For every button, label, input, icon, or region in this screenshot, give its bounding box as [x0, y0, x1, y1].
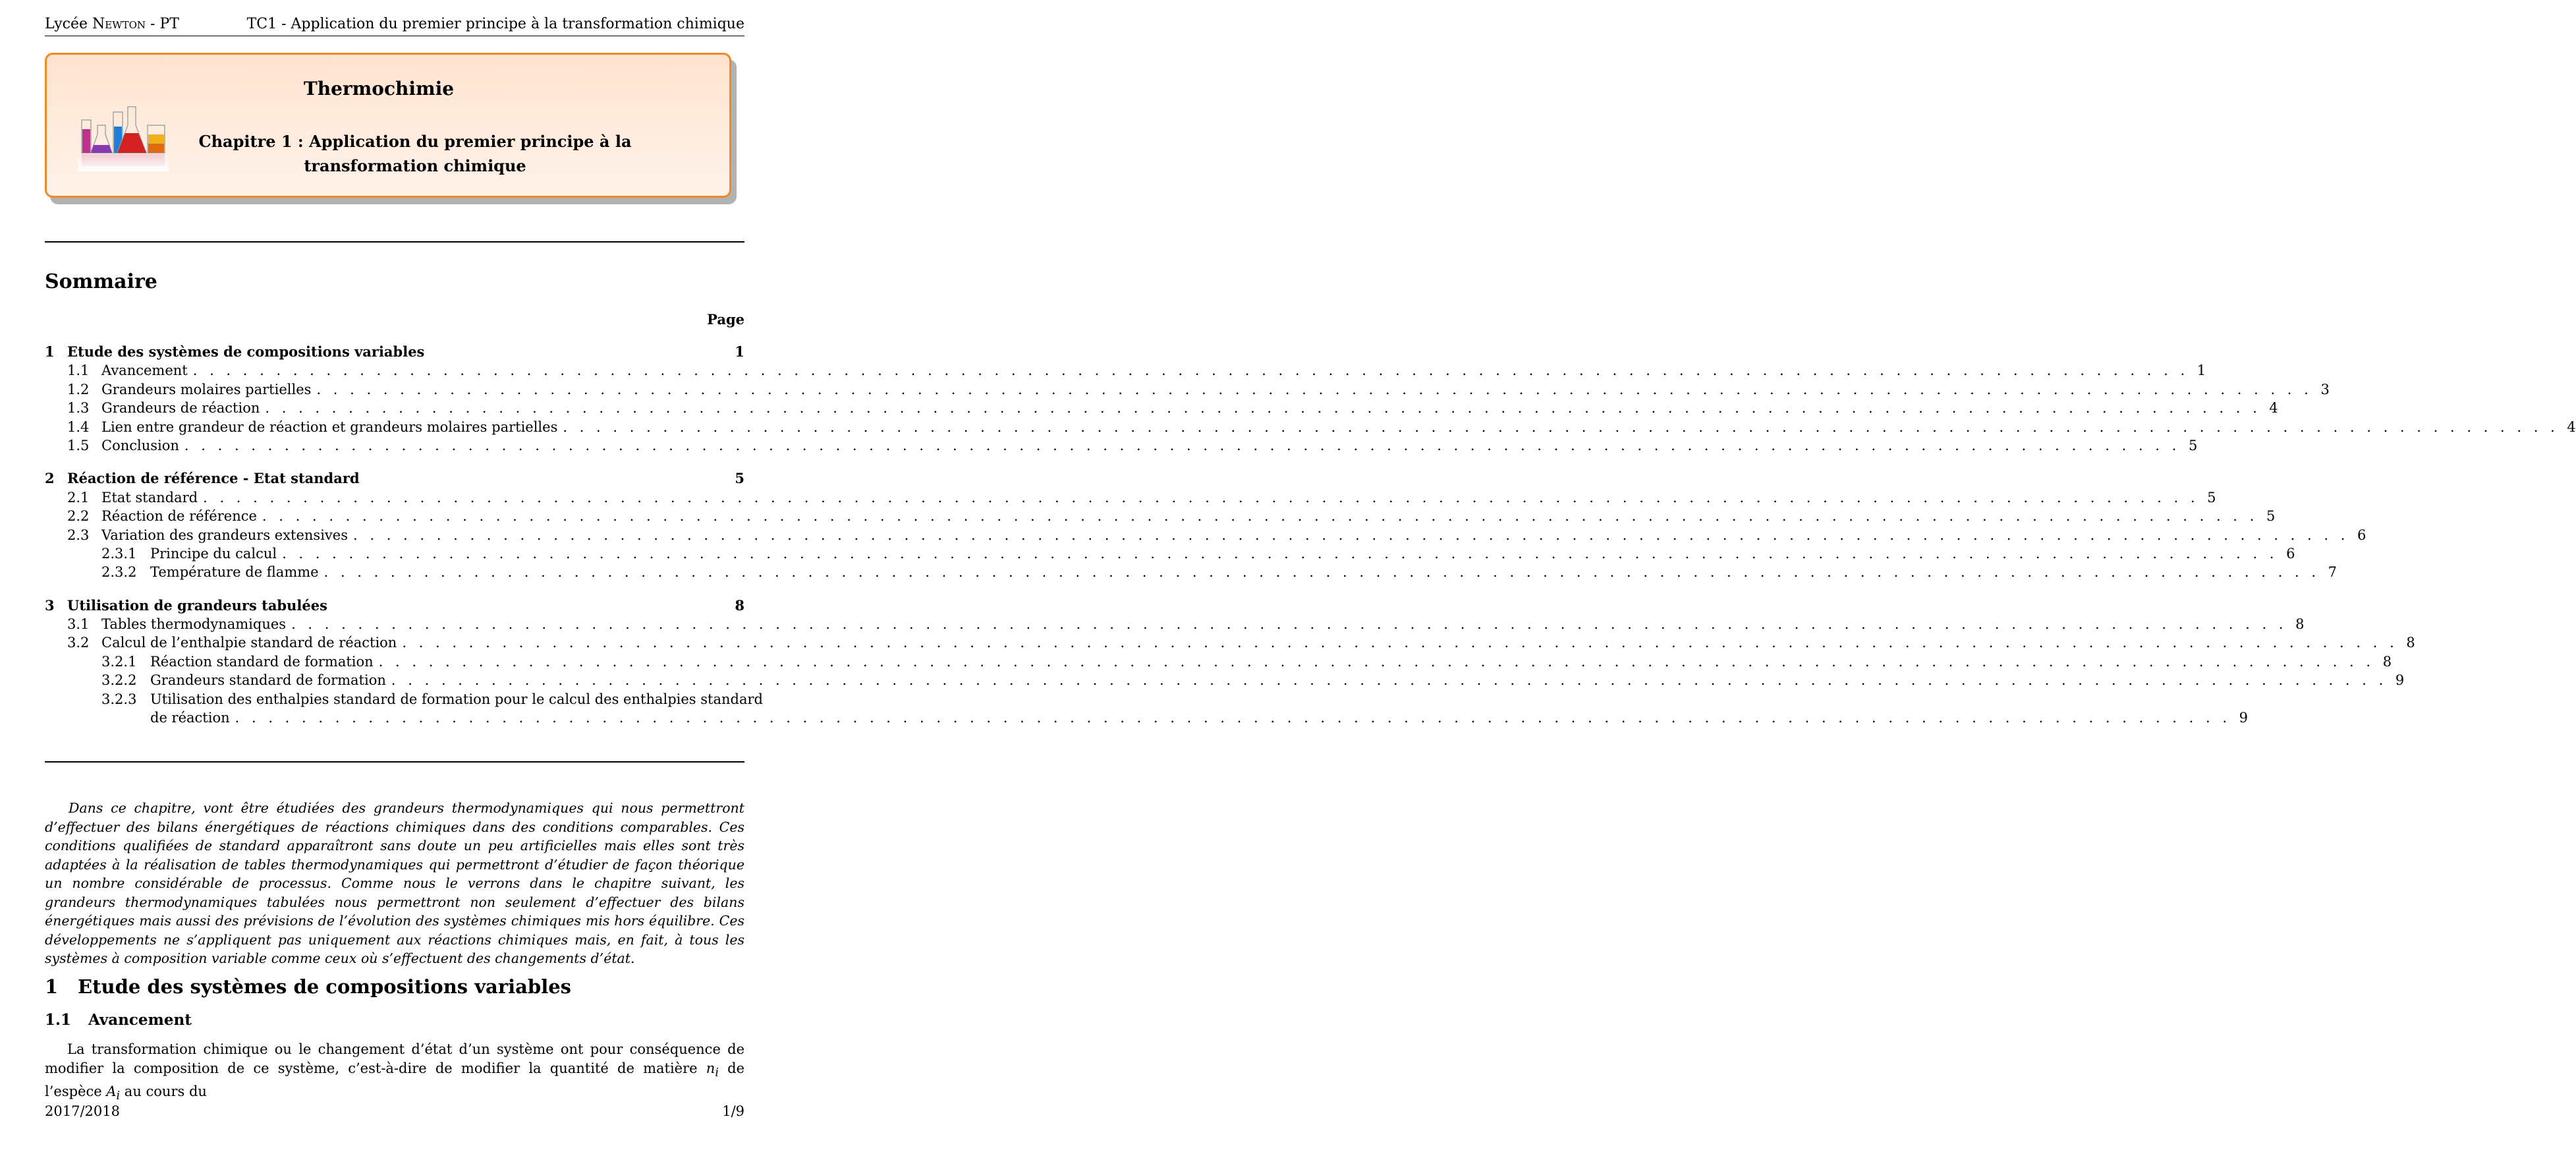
toc-entry-page: 8 — [2406, 635, 2415, 651]
toc-entry-title: Etude des systèmes de compositions variables — [67, 343, 425, 360]
footer-page-number: 1/9 — [722, 1103, 744, 1119]
toc-entry-page: 7 — [2328, 564, 2337, 581]
summary-heading: Sommaire — [45, 270, 157, 293]
toc-entry-page: 5 — [2266, 508, 2276, 525]
toc-entry-title: Avancement — [101, 362, 188, 379]
toc-leader-dots: . . . . . . . . . . . . . . . . . . . . . . . . . . . . . . . . . . . . . . . . . . . . . . . . . . . . . . . . . . . . . . . . . . . . . . . . . . . . . . . . . . . . . . . . . . . . . . . . . . . . . . . . . . . . . . . . . . . . . . . . — [378, 653, 2375, 670]
school-name: Newton — [92, 16, 146, 32]
toc-entry[interactable] — [45, 690, 763, 708]
toc-entry-title: Lien entre grandeur de réaction et grandeurs molaires partielles — [101, 419, 558, 435]
toc-entry-title: Réaction standard de formation — [150, 653, 374, 670]
running-header-right: TC1 - Application du premier principe à la transformation chimique — [246, 16, 744, 32]
toc-entry-number: 1.3 — [67, 400, 90, 417]
toc-entry-number: 3.2.2 — [101, 672, 137, 689]
toc-entry-number: 3 — [45, 596, 55, 614]
toc-entry-page: 6 — [2357, 527, 2366, 543]
toc-entry[interactable] — [45, 563, 2337, 581]
toc-entry-page: 5 — [2207, 489, 2216, 506]
laboratory-flasks-icon — [78, 92, 169, 171]
toc-entry-page: 5 — [735, 470, 744, 487]
toc-entry-number: 3.1 — [67, 616, 90, 633]
toc-entry-page: 4 — [2567, 419, 2576, 435]
toc-leader-dots: . . . . . . . . . . . . . . . . . . . . . . . . . . . . . . . . . . . . . . . . . . . . . . . . . . . . . . . . . . . . . . . . . . . . . . . . . . . . . . . . . . . . . . . . . . . . . . . . . . . . . . . . . . . . . . . . . . . . . . . . — [353, 527, 2349, 543]
section-heading: 1 Etude des systèmes de compositions variables — [45, 975, 572, 998]
rule-below-summary — [45, 761, 744, 763]
toc-entry-number: 3.2.3 — [101, 691, 137, 707]
toc-leader-dots: . . . . . . . . . . . . . . . . . . . . . . . . . . . . . . . . . . . . . . . . . . . . . . . . . . . . . . . . . . . . . . . . . . . . . . . . . . . . . . . . . . . . . . . . . . . . . . . . . . . . . . . . . . . . . . . . . . . . . . . . — [402, 635, 2398, 651]
toc-entry[interactable] — [45, 652, 2392, 671]
toc-entry[interactable] — [45, 633, 2415, 652]
toc-leader-dots: . . . . . . . . . . . . . . . . . . . . . . . . . . . . . . . . . . . . . . . . . . . . . . . . . . . . . . . . . . . . . . . . . . . . . . . . . . . . . . . . . . . . . . . . . . . . . . . . . . . . . . . . . . . . . . . . . . . . . . . . — [323, 564, 2320, 581]
toc-entry-title: Grandeurs de réaction — [101, 400, 260, 417]
toc-entry-title: Utilisation de grandeurs tabulées — [67, 596, 327, 614]
toc-leader-dots: . . . . . . . . . . . . . . . . . . . . . . . . . . . . . . . . . . . . . . . . . . . . . . . . . . . . . . . . . . . . . . . . . . . . . . . . . . . . . . . . . . . . . . . . . . . . . . . . . . . . . . . . . . . . . . . . . . . . . . . . — [265, 400, 2261, 417]
toc-entry-number: 2.3.1 — [101, 545, 137, 562]
toc-entry-title: Variation des grandeurs extensives — [101, 527, 348, 543]
toc-leader-dots: . . . . . . . . . . . . . . . . . . . . . . . . . . . . . . . . . . . . . . . . . . . . . . . . . . . . . . . . . . . . . . . . . . . . . . . . . . . . . . . . . . . . . . . . . . . . . . . . . . . . . . . . . . . . . . . . . . . . . . . . — [316, 381, 2312, 397]
toc-entry-page: 1 — [735, 343, 744, 360]
toc-leader-dots: . . . . . . . . . . . . . . . . . . . . . . . . . . . . . . . . . . . . . . . . . . . . . . . . . . . . . . . . . . . . . . . . . . . . . . . . . . . . . . . . . . . . . . . . . . . . . . . . . . . . . . . . . . . . . . . . . . . . . . . . — [184, 437, 2181, 453]
body-paragraph: La transformation chimique ou le changement d’état d’un système ont pour conséquence de modifier la composition de ce système, c’est-à-dire de modifier la quantité de matière $n_i$ de l’espèce $A_i$ au cours du — [45, 1041, 744, 1103]
toc-entry[interactable] — [45, 380, 2330, 399]
toc-entry[interactable] — [45, 615, 2305, 633]
toc-entry-page: 8 — [2382, 653, 2392, 670]
toc-leader-dots: . . . . . . . . . . . . . . . . . . . . . . . . . . . . . . . . . . . . . . . . . . . . . . . . . . . . . . . . . . . . . . . . . . . . . . . . . . . . . . . . . . . . . . . . . . . . . . . . . . . . . . . . . . . . . . . . . . . . . . . . — [291, 616, 2287, 633]
toc-leader-dots: . . . . . . . . . . . . . . . . . . . . . . . . . . . . . . . . . . . . . . . . . . . . . . . . . . . . . . . . . . . . . . . . . . . . . . . . . . . . . . . . . . . . . . . . . . . . . . . . . . . . . . . . . . . . . . . . . . . . . . . . — [203, 489, 2199, 506]
toc-gap — [45, 455, 744, 469]
toc-entry[interactable] — [45, 596, 744, 615]
toc-entry-number: 1.5 — [67, 437, 90, 453]
toc-entry-title: Réaction de référence — [101, 508, 257, 525]
summary-page-label: Page — [707, 311, 744, 328]
toc-entry-number: 2.1 — [67, 489, 90, 506]
toc-entry-number: 1.2 — [67, 381, 90, 397]
toc-entry-number: 3.2 — [67, 635, 90, 651]
toc-entry-number: 2.2 — [67, 508, 90, 525]
toc-entry[interactable] — [45, 436, 2198, 455]
toc-leader-dots: . . . . . . . . . . . . . . . . . . . . . . . . . . . . . . . . . . . . . . . . . . . . . . . . . . . . . . . . . . . . . . . . . . . . . . . . . . . . . . . . . . . . . . . . . . . . . . . . . . . . . . . . . . . . . . . . . . . . . . . . — [282, 545, 2278, 562]
toc-entry-page: 8 — [2295, 616, 2305, 633]
toc-entry[interactable] — [45, 507, 2276, 525]
toc-entry-number: 2.3 — [67, 527, 90, 543]
toc-leader-dots: . . . . . . . . . . . . . . . . . . . . . . . . . . . . . . . . . . . . . . . . . . . . . . . . . . . . . . . . . . . . . . . . . . . . . . . . . . . . . . . . . . . . . . . . . . . . . . . . . . . . . . . . . . . . . . . . . . . . . . . . — [235, 710, 2231, 726]
toc-entry-title: Grandeurs standard de formation — [150, 672, 386, 689]
toc-entry-page: 9 — [2239, 710, 2249, 726]
toc-entry-title: Température de flamme — [150, 564, 319, 581]
toc-entry-title: Etat standard — [101, 489, 198, 506]
toc-entry[interactable] — [45, 418, 2576, 436]
rule-above-summary — [45, 241, 744, 243]
toc-entry-page: 8 — [735, 596, 744, 614]
toc-entry-title: Principe du calcul — [150, 545, 277, 562]
toc-entry[interactable] — [45, 399, 2278, 417]
toc-entry-number: 3.2.1 — [101, 653, 137, 670]
toc-leader-dots: . . . . . . . . . . . . . . . . . . . . . . . . . . . . . . . . . . . . . . . . . . . . . . . . . . . . . . . . . . . . . . . . . . . . . . . . . . . . . . . . . . . . . . . . . . . . . . . . . . . . . . . . . . . . . . . . . . . . . . . . — [192, 362, 2189, 379]
toc-entry-title-continued: de réaction — [150, 710, 230, 726]
table-of-contents — [45, 343, 2576, 727]
toc-entry-page: 6 — [2286, 545, 2295, 562]
toc-entry-number: 1.1 — [67, 362, 90, 379]
toc-gap — [45, 582, 744, 596]
toc-entry[interactable] — [45, 361, 2206, 380]
toc-entry-title: Utilisation des enthalpies standard de formation pour le calcul des enthalpies standard — [150, 691, 763, 707]
toc-entry-page: 5 — [2188, 437, 2198, 453]
toc-entry-number: 2 — [45, 470, 55, 487]
toc-entry-number: 1.4 — [67, 419, 90, 435]
toc-entry[interactable] — [45, 343, 744, 361]
toc-leader-dots: . . . . . . . . . . . . . . . . . . . . . . . . . . . . . . . . . . . . . . . . . . . . . . . . . . . . . . . . . . . . . . . . . . . . . . . . . . . . . . . . . . . . . . . . . . . . . . . . . . . . . . . . . . . . . . . . . . . . . . . . — [563, 419, 2559, 435]
toc-entry-title: Réaction de référence - Etat standard — [67, 470, 360, 487]
footer-year: 2017/2018 — [45, 1103, 120, 1119]
toc-entry-page: 1 — [2197, 362, 2206, 379]
intro-paragraph: Dans ce chapitre, vont être étudiées des grandeurs thermodynamiques qui nous permettront d’effectuer des bilans énergétiques de réactions chimiques dans des conditions comparables. Ces conditions qualifiées de standard apparaîtront sans doute un peu artificielles mais elles sont très adaptées à la réalisation de tables thermodynamiques qui permettront d’étudier de façon théorique un nombre considérable de processus. Comme nous le verrons dans le chapitre suivant, les grandeurs thermodynamiques tabulées nous permettront non seulement d’effectuer des bilans énergétiques mais aussi des prévisions de l’évolution des systèmes chimiques mis hors équilibre. Ces développements ne s’appliquent pas uniquement aux réactions chimiques mais, en fait, à tous les systèmes à composition variable comme ceux où s’effectuent des changements d’état. — [45, 800, 744, 966]
toc-entry[interactable] — [45, 708, 2249, 727]
toc-leader-dots: . . . . . . . . . . . . . . . . . . . . . . . . . . . . . . . . . . . . . . . . . . . . . . . . . . . . . . . . . . . . . . . . . . . . . . . . . . . . . . . . . . . . . . . . . . . . . . . . . . . . . . . . . . . . . . . . . . . . . . . . — [262, 508, 2258, 525]
toc-entry-number: 2.3.2 — [101, 564, 137, 581]
toc-entry-page: 9 — [2395, 672, 2405, 689]
toc-entry-title: Grandeurs molaires partielles — [101, 381, 312, 397]
toc-entry[interactable] — [45, 671, 2405, 689]
toc-entry[interactable] — [45, 488, 2216, 507]
toc-entry-title: Tables thermodynamiques — [101, 616, 287, 633]
toc-entry-number: 1 — [45, 343, 55, 360]
toc-entry-title: Calcul de l’enthalpie standard de réaction — [101, 635, 397, 651]
toc-entry-title: Conclusion — [101, 437, 179, 453]
running-header-left: Lycée Newton - PT — [45, 16, 179, 32]
title-main: Thermochimie — [303, 78, 455, 100]
subsection-heading: 1.1 Avancement — [45, 1011, 192, 1029]
toc-entry[interactable] — [45, 526, 2366, 544]
title-sub: Chapitre 1 : Application du premier principe à la transformation chimique — [198, 132, 632, 175]
toc-leader-dots: . . . . . . . . . . . . . . . . . . . . . . . . . . . . . . . . . . . . . . . . . . . . . . . . . . . . . . . . . . . . . . . . . . . . . . . . . . . . . . . . . . . . . . . . . . . . . . . . . . . . . . . . . . . . . . . . . . . . . . . . — [391, 672, 2388, 689]
toc-entry[interactable] — [45, 469, 744, 488]
toc-entry[interactable] — [45, 544, 2295, 563]
toc-entry-page: 3 — [2320, 381, 2330, 397]
toc-entry-page: 4 — [2269, 400, 2278, 417]
